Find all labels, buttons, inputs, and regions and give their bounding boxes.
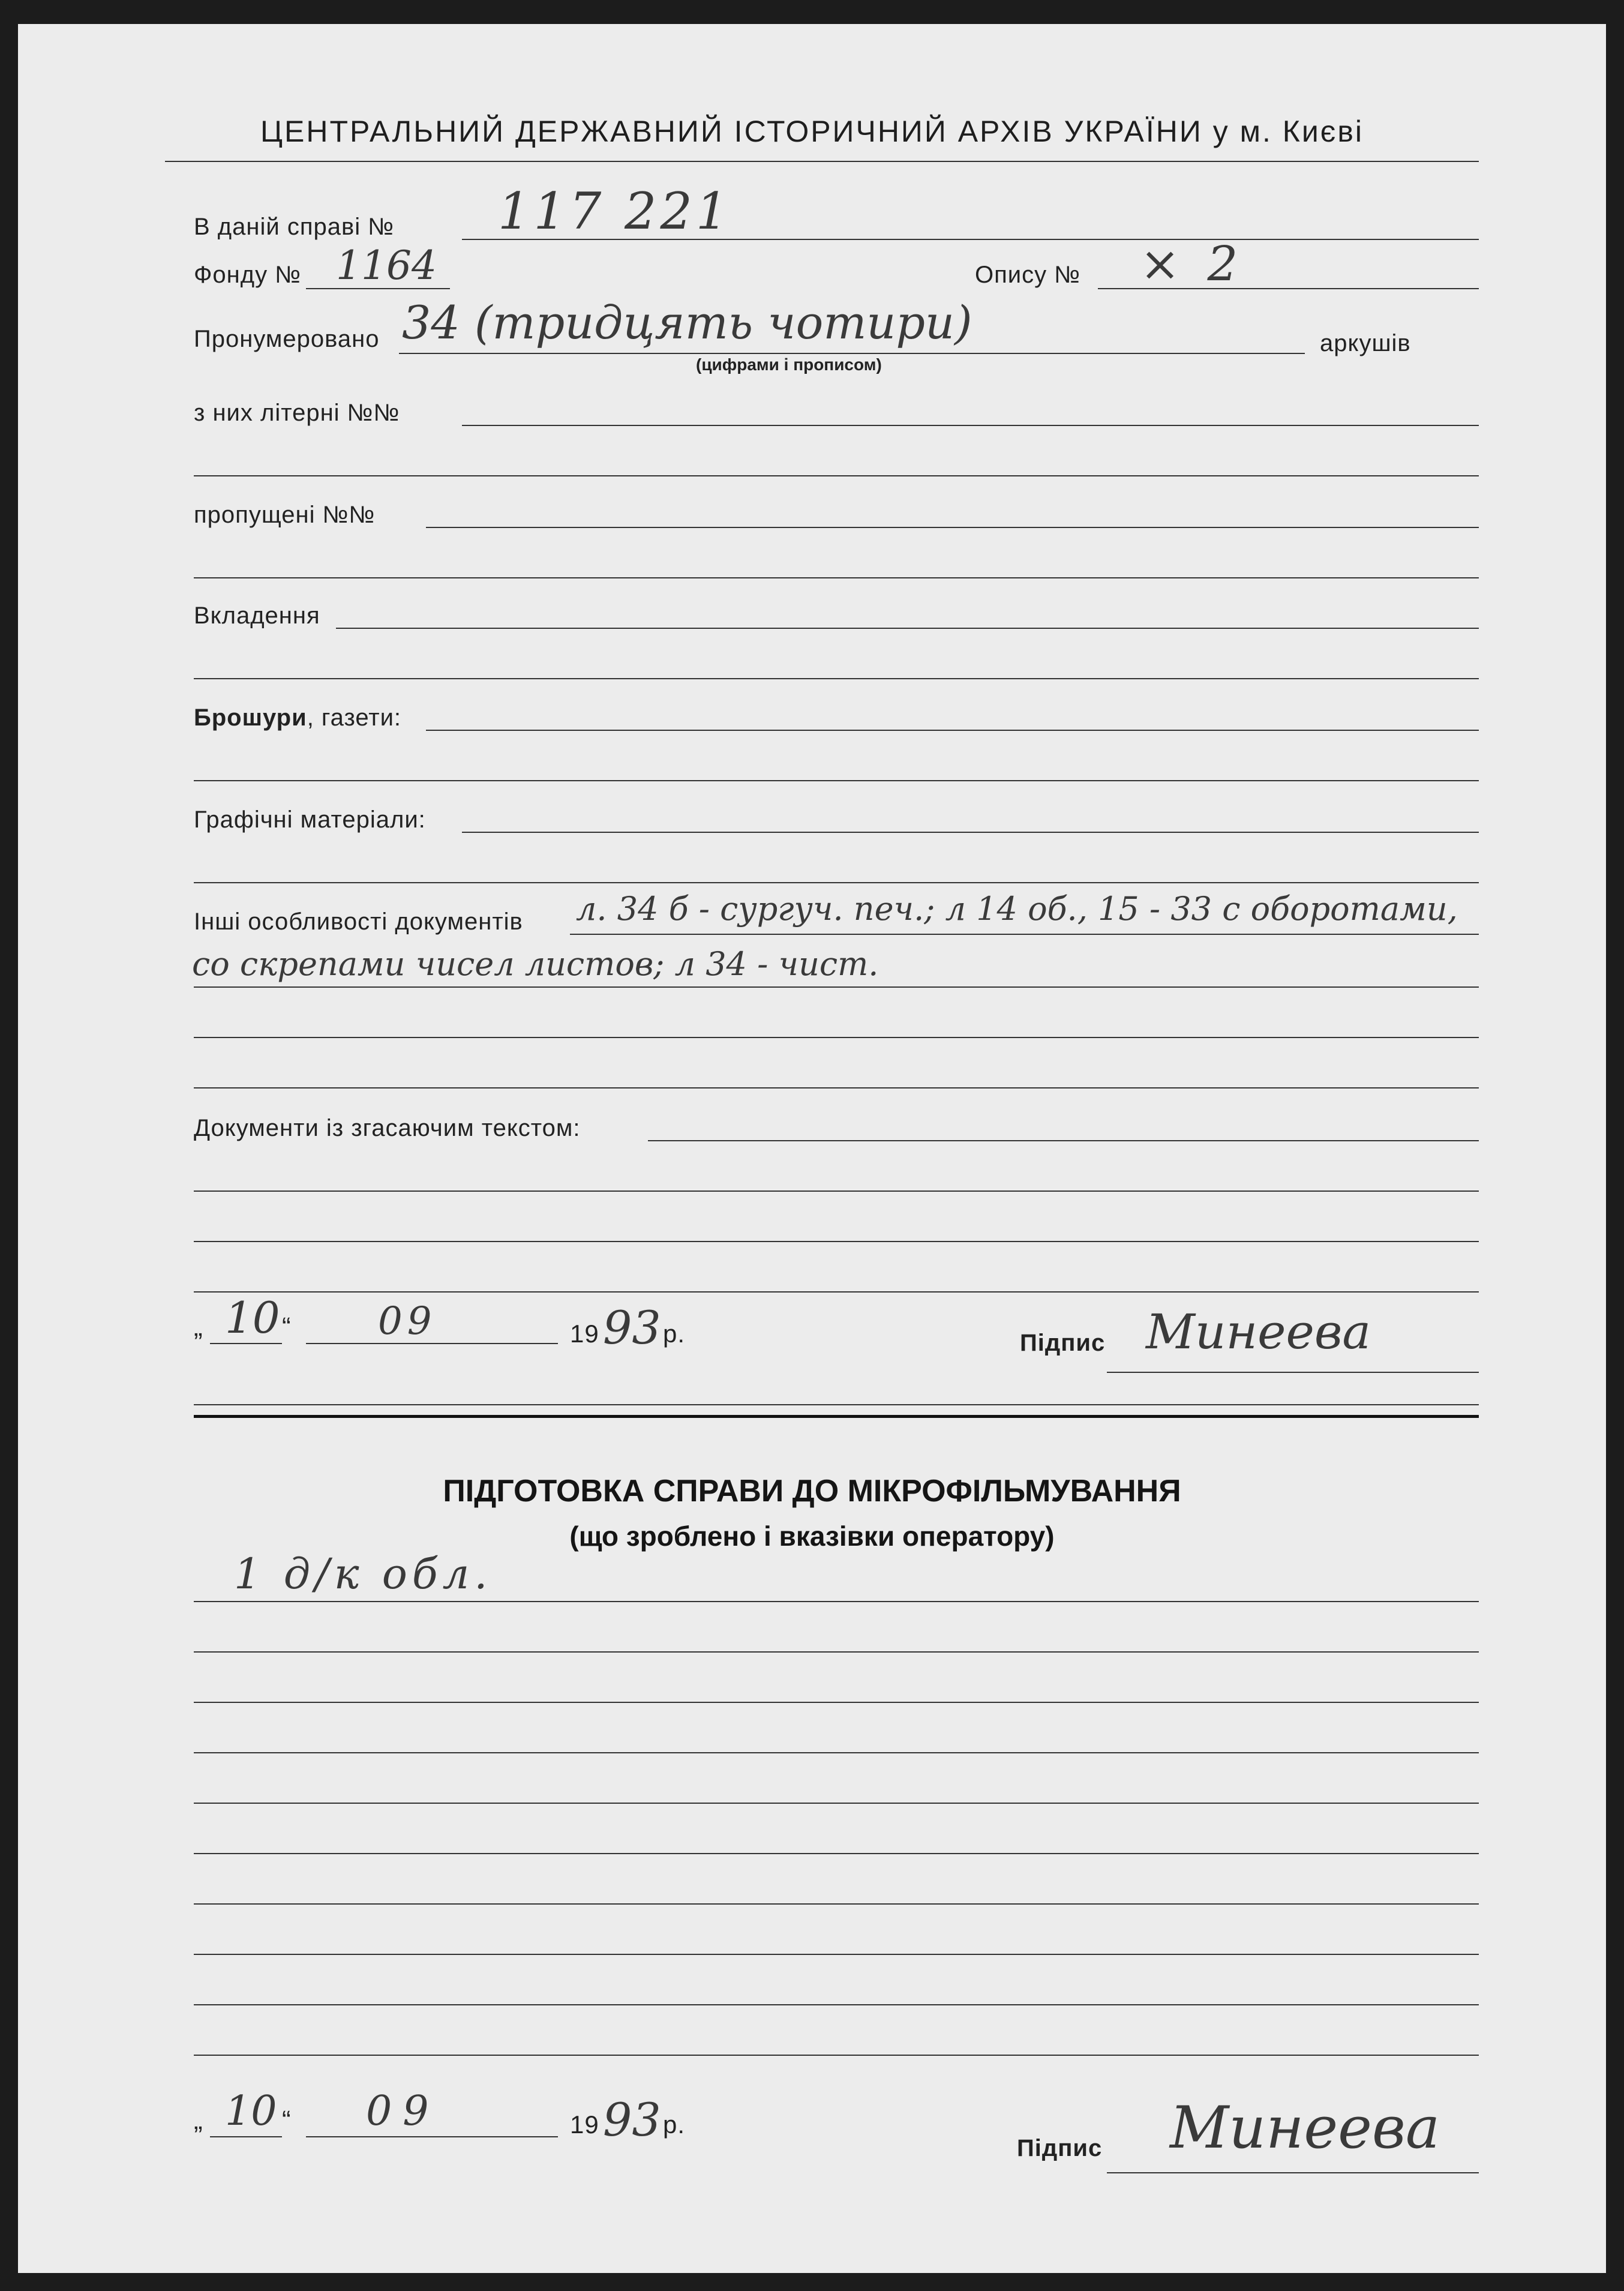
signature2-value: Минеева bbox=[1170, 2094, 1440, 2161]
numbered-label: Пронумеровано bbox=[194, 326, 380, 352]
attachments-line-2 bbox=[194, 678, 1479, 679]
section2-line-2 bbox=[194, 1651, 1479, 1653]
signature1-value: Минеева bbox=[1146, 1304, 1371, 1360]
graphic-line-2 bbox=[194, 882, 1479, 883]
section2-line-5 bbox=[194, 1803, 1479, 1804]
section2-line-3 bbox=[194, 1702, 1479, 1703]
section2-line-7 bbox=[194, 1903, 1479, 1905]
brochures-line-2 bbox=[194, 780, 1479, 781]
date2-day: 10 bbox=[225, 2088, 277, 2135]
fond-label: Фонду № bbox=[194, 262, 302, 288]
graphic-line bbox=[462, 832, 1479, 833]
section2-line-1 bbox=[194, 1601, 1479, 1602]
other-value-line1: л. 34 б - сургуч. печ.; л 14 об., 15 - 33 с оборотами, bbox=[576, 890, 1458, 928]
date1-year-label: р. bbox=[663, 1320, 686, 1348]
litera-line-2 bbox=[194, 475, 1479, 476]
other-line bbox=[570, 934, 1479, 935]
litera-label: з них літерні №№ bbox=[194, 400, 400, 426]
date1-year-prefix: 19 bbox=[570, 1320, 599, 1348]
section2-subtitle: (що зроблено і вказівки оператору) bbox=[569, 1521, 1055, 1552]
fading-label: Документи із згасаючим текстом: bbox=[194, 1115, 581, 1141]
case-line bbox=[462, 239, 1479, 240]
other-value-line2: со скрепами чисел листов; л 34 - чист. bbox=[192, 945, 879, 983]
section2-line-10 bbox=[194, 2055, 1479, 2056]
case-value: 117 221 bbox=[498, 182, 732, 241]
signature1-label: Підпис bbox=[1020, 1330, 1106, 1356]
date2-month-line bbox=[306, 2136, 558, 2137]
sheets-label: аркушів bbox=[1320, 330, 1411, 356]
date1-close-quote: “ bbox=[282, 1312, 292, 1342]
fond-value: 1164 bbox=[336, 242, 437, 289]
fading-line-3 bbox=[194, 1241, 1479, 1242]
date2-open-quote: „ bbox=[194, 2106, 203, 2135]
fading-line bbox=[648, 1140, 1479, 1141]
archive-header: ЦЕНТРАЛЬНИЙ ДЕРЖАВНИЙ ІСТОРИЧНИЙ АРХІВ УКРАЇНИ у м. Києві bbox=[260, 115, 1364, 148]
brochures-line bbox=[426, 730, 1479, 731]
date2-close-quote: “ bbox=[282, 2106, 292, 2135]
section2-line-4 bbox=[194, 1752, 1479, 1753]
attachments-label: Вкладення bbox=[194, 602, 320, 629]
numbered-hint: (цифрами і прописом) bbox=[696, 355, 882, 374]
section2-line-6 bbox=[194, 1853, 1479, 1854]
signature1-line bbox=[1107, 1372, 1479, 1373]
brochures-label-rest: , газети: bbox=[307, 704, 402, 731]
other-label: Інші особливості документів bbox=[194, 908, 523, 935]
opys-value: × 2 bbox=[1140, 236, 1244, 292]
date2-month: 09 bbox=[366, 2088, 440, 2135]
header-underline bbox=[165, 161, 1479, 162]
case-label: В даній справі № bbox=[194, 214, 395, 240]
date2-year-suffix: 93 bbox=[603, 2093, 661, 2146]
date1-month: 09 bbox=[378, 1299, 437, 1344]
separator-line bbox=[194, 1404, 1479, 1405]
date1-month-line bbox=[306, 1343, 558, 1344]
section2-title: ПІДГОТОВКА СПРАВИ ДО МІКРОФІЛЬМУВАННЯ bbox=[443, 1474, 1181, 1509]
litera-line bbox=[462, 425, 1479, 426]
date2-year-prefix: 19 bbox=[570, 2110, 599, 2139]
numbered-value: 34 (тридцять чотири) bbox=[402, 296, 972, 349]
date1-day: 10 bbox=[225, 1293, 280, 1343]
opys-label: Опису № bbox=[975, 262, 1081, 288]
graphic-label: Графічні матеріали: bbox=[194, 806, 426, 833]
numbered-line bbox=[399, 353, 1305, 354]
signature2-label: Підпис bbox=[1017, 2135, 1103, 2161]
section2-line-8 bbox=[194, 1954, 1479, 1955]
fading-line-4 bbox=[194, 1291, 1479, 1293]
signature2-line bbox=[1107, 2172, 1479, 2173]
archive-form-sheet bbox=[18, 24, 1606, 2273]
section2-note: 1 д/к обл. bbox=[234, 1549, 493, 1599]
date1-day-line bbox=[210, 1343, 282, 1344]
date1-year-suffix: 93 bbox=[603, 1301, 661, 1354]
fond-line bbox=[306, 288, 450, 289]
brochures-label-bold: Брошури bbox=[194, 704, 307, 731]
other-line-2 bbox=[194, 986, 1479, 988]
attachments-line bbox=[336, 628, 1479, 629]
separator-line-thick bbox=[194, 1415, 1479, 1418]
skipped-line bbox=[426, 527, 1479, 528]
opys-line bbox=[1098, 288, 1479, 289]
other-line-3 bbox=[194, 1037, 1479, 1038]
brochures-label bbox=[194, 706, 401, 730]
other-line-4 bbox=[194, 1087, 1479, 1088]
section2-line-9 bbox=[194, 2004, 1479, 2005]
date2-year-label: р. bbox=[663, 2110, 686, 2139]
date2-day-line bbox=[210, 2136, 282, 2137]
fading-line-2 bbox=[194, 1191, 1479, 1192]
skipped-line-2 bbox=[194, 577, 1479, 578]
skipped-label: пропущені №№ bbox=[194, 502, 376, 528]
date1-open-quote: „ bbox=[194, 1312, 203, 1342]
